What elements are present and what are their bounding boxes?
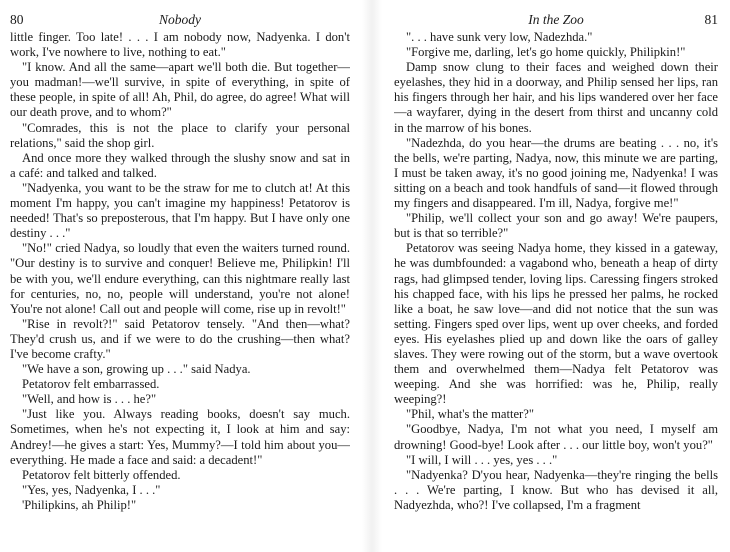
paragraph: "We have a son, growing up . . ." said Nadya. xyxy=(22,362,251,377)
left-page-number: 80 xyxy=(10,12,24,27)
left-page-header xyxy=(10,12,350,30)
right-page-number: 81 xyxy=(704,12,718,27)
paragraph: "No!" cried Nadya, so loudly that even the waiters turned round. "Our destiny is to survive and conquer! Believe me, Philipkin! I'll be with you, we'll endure everything, can this nightmare really last for centuries, no, no, people will understand, you're not alone! You're not alone! Call out and people will come, rise up in revolt!" xyxy=(10,241,350,316)
paragraph: "Philip, we'll collect your son and go away! We're paupers, but is that so terrible?" xyxy=(394,211,718,241)
paragraph: "Well, and how is . . . he?" xyxy=(22,392,157,407)
right-page-text xyxy=(394,30,718,513)
paragraph: "Rise in revolt?!" said Petatorov tensely. "And then—what? They'd crush us, and if we were to do the crushing—then what? I've become crafty." xyxy=(10,316,350,361)
paragraph: 'Philipkins, ah Philip!" xyxy=(22,497,137,512)
paragraph: Petatorov felt bitterly offended. xyxy=(22,467,181,482)
left-running-head: Nobody xyxy=(159,12,201,27)
paragraph: Petatorov was seeing Nadya home, they kissed in a gateway, he was dumbfounded: a vagabond who, beneath a heap of dirty rags, had glimpsed tender, loving lips. Caressing fingers stroked his chapped face, with his lips he pressed her palms, he rocked like a boat, he saw love—and did not notice that the sun was setting. Fingers sped over lips, went up over cheeks, and forded eyes. His eyelashes plied up and down like the oars of galley slaves. They were rowing out of the storm, but a wave overtook them and overwhelmed them—Nadya felt Petatorov was weeping. And she was horrified: was he, Philip, really weeping?! xyxy=(394,241,718,407)
paragraph: "Comrades, this is not the place to clarify your personal relations," said the shop girl. xyxy=(10,120,350,150)
book-gutter xyxy=(362,0,382,552)
paragraph: "Phil, what's the matter?" xyxy=(406,407,534,422)
left-page-text xyxy=(10,30,350,513)
paragraph: "Nadezhda, do you hear—the drums are beating . . . no, it's the bells, we're parting, Nadya, now, this minute we are parting, I must be taken away, it's no good joining me, Nadyenka! I was sitting on a beach and took handfuls of sand—it flowed through my fingers and disappeared. I'm ill, Nadya, forgive me!" xyxy=(394,135,718,211)
paragraph: "Nadyenka, you want to be the straw for me to clutch at! At this moment I'm happy, you can't imagine my happiness! Petatorov is needed! That's so preposterous, that I'm happy. But I have only one destiny . . ." xyxy=(10,180,350,241)
paragraph: Petatorov felt embarrassed. xyxy=(22,377,160,392)
paragraph: Damp snow clung to their faces and weighed down their eyelashes, they hid in a doorway, and Philip sensed her lips, ran his fingers through her hair, and his lips wandered over her face—a wayfarer, dying in the desert from thirst and uncanny cold in the marrow of his bones. xyxy=(394,60,718,135)
paragraph: ". . . have sunk very low, Nadezhda." xyxy=(406,30,593,44)
paragraph: little finger. Too late! . . . I am nobody now, Nadyenka. I don't work, I've nowhere to live, nothing to eat." xyxy=(10,30,350,60)
paragraph: "Yes, yes, Nadyenka, I . . ." xyxy=(22,482,161,497)
right-page xyxy=(394,0,718,552)
paragraph: "Forgive me, darling, let's go home quickly, Philipkin!" xyxy=(406,45,686,60)
paragraph: And once more they walked through the slushy snow and sat in a café: and talked and talked. xyxy=(10,150,350,180)
paragraph: "Just like you. Always reading books, doesn't say much. Sometimes, when he's not expecting it, I look at him and say: Andrey!—he gives a start: Yes, Mummy?—I told him about you—everything. He made a face and said: a decadent!" xyxy=(10,407,350,467)
left-page xyxy=(10,0,350,552)
paragraph: "Goodbye, Nadya, I'm not what you need, I myself am drowning! Good-bye! Look after . . . our little boy, won't you?" xyxy=(394,422,718,452)
right-page-header xyxy=(394,12,718,30)
paragraph: "Nadyenka? D'you hear, Nadyenka—they're ringing the bells . . . We're parting, I know. But who has devised it all, Nadyezhda, who?! I've collapsed, I'm a fragment xyxy=(394,467,718,512)
paragraph: "I will, I will . . . yes, yes . . ." xyxy=(406,452,558,467)
right-running-head: In the Zoo xyxy=(528,12,584,27)
paragraph: "I know. And all the same—apart we'll both die. But together—you madman!—we'll survive, in spite of everything, in spite of these people, in spite of all! Ah, Phil, do agree, do agree! What will our death prove, and to whom?" xyxy=(10,60,350,120)
